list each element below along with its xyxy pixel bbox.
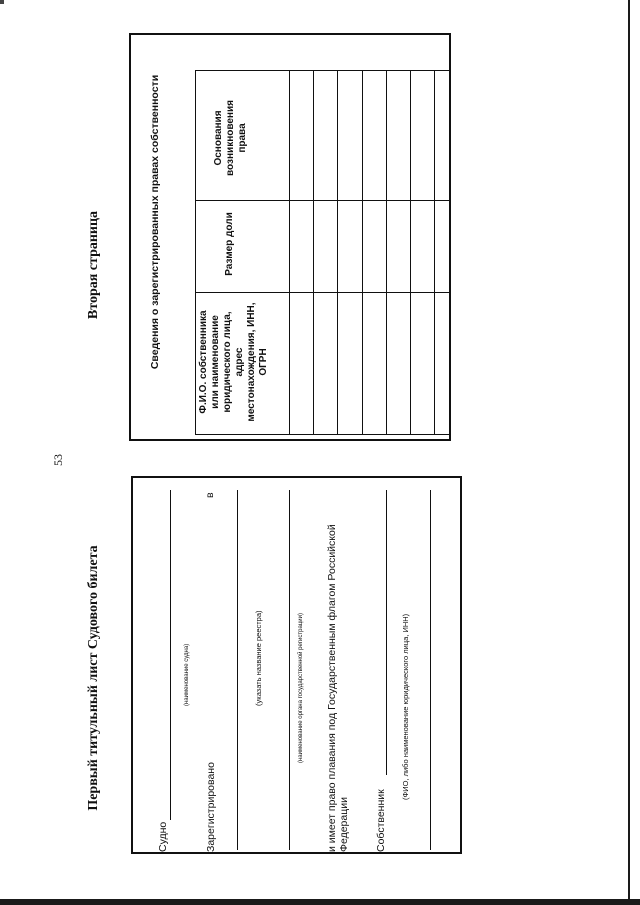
table-row-divider [434,70,435,434]
scan-edge-right [628,0,630,905]
owner-label: Собственник [375,789,387,852]
page-number: 53 [51,454,65,466]
registry-note: (указать название реестра) [254,610,263,706]
column-header-share: Размер доли [224,212,235,276]
scan-edge-bottom [0,899,640,905]
table-row-divider [313,70,314,434]
table-row-divider [362,70,363,434]
scan-corner-mark [0,0,4,4]
second-page-title: Вторая страница [86,210,101,320]
vessel-label: Судно [157,821,169,852]
column-header-owner: Ф.И.О. собственника или наименование юридического лица, адрес местонахождения, ИНН, ОГРН [198,302,269,422]
vessel-note: (наименование судна) [184,643,190,706]
vessel-fill-line [170,490,171,820]
table-row-divider [386,70,387,434]
column-header-basis: Основания возникновения права [213,100,248,176]
table-column-divider [195,200,451,201]
federation-text: Федерации [338,797,350,852]
first-page-title: Первый титульный лист Судового билета [86,545,101,811]
ownership-register-title: Сведения о зарегистрированных правах собственности [149,74,161,370]
table-bottom-edge [195,434,451,435]
table-column-divider [195,292,451,293]
navigation-rights-text: и имеет право плавания под Государственным флагом Российской [326,524,338,852]
owner-fill-line [386,490,387,775]
state-reg-fill-line [289,490,290,850]
state-registration-note: (наименование органа государственной регистрации) [298,613,304,763]
owner-note: (ФИО, либо наименование юридического лица, ИНН) [401,613,410,800]
in-label: в [204,492,216,498]
first-page-frame [131,476,462,854]
table-row-divider [289,70,290,434]
owner-second-fill-line [430,490,431,850]
registry-fill-line [237,490,238,850]
registered-label: Зарегистрировано [205,762,217,852]
table-row-divider [410,70,411,434]
table-row-divider [337,70,338,434]
